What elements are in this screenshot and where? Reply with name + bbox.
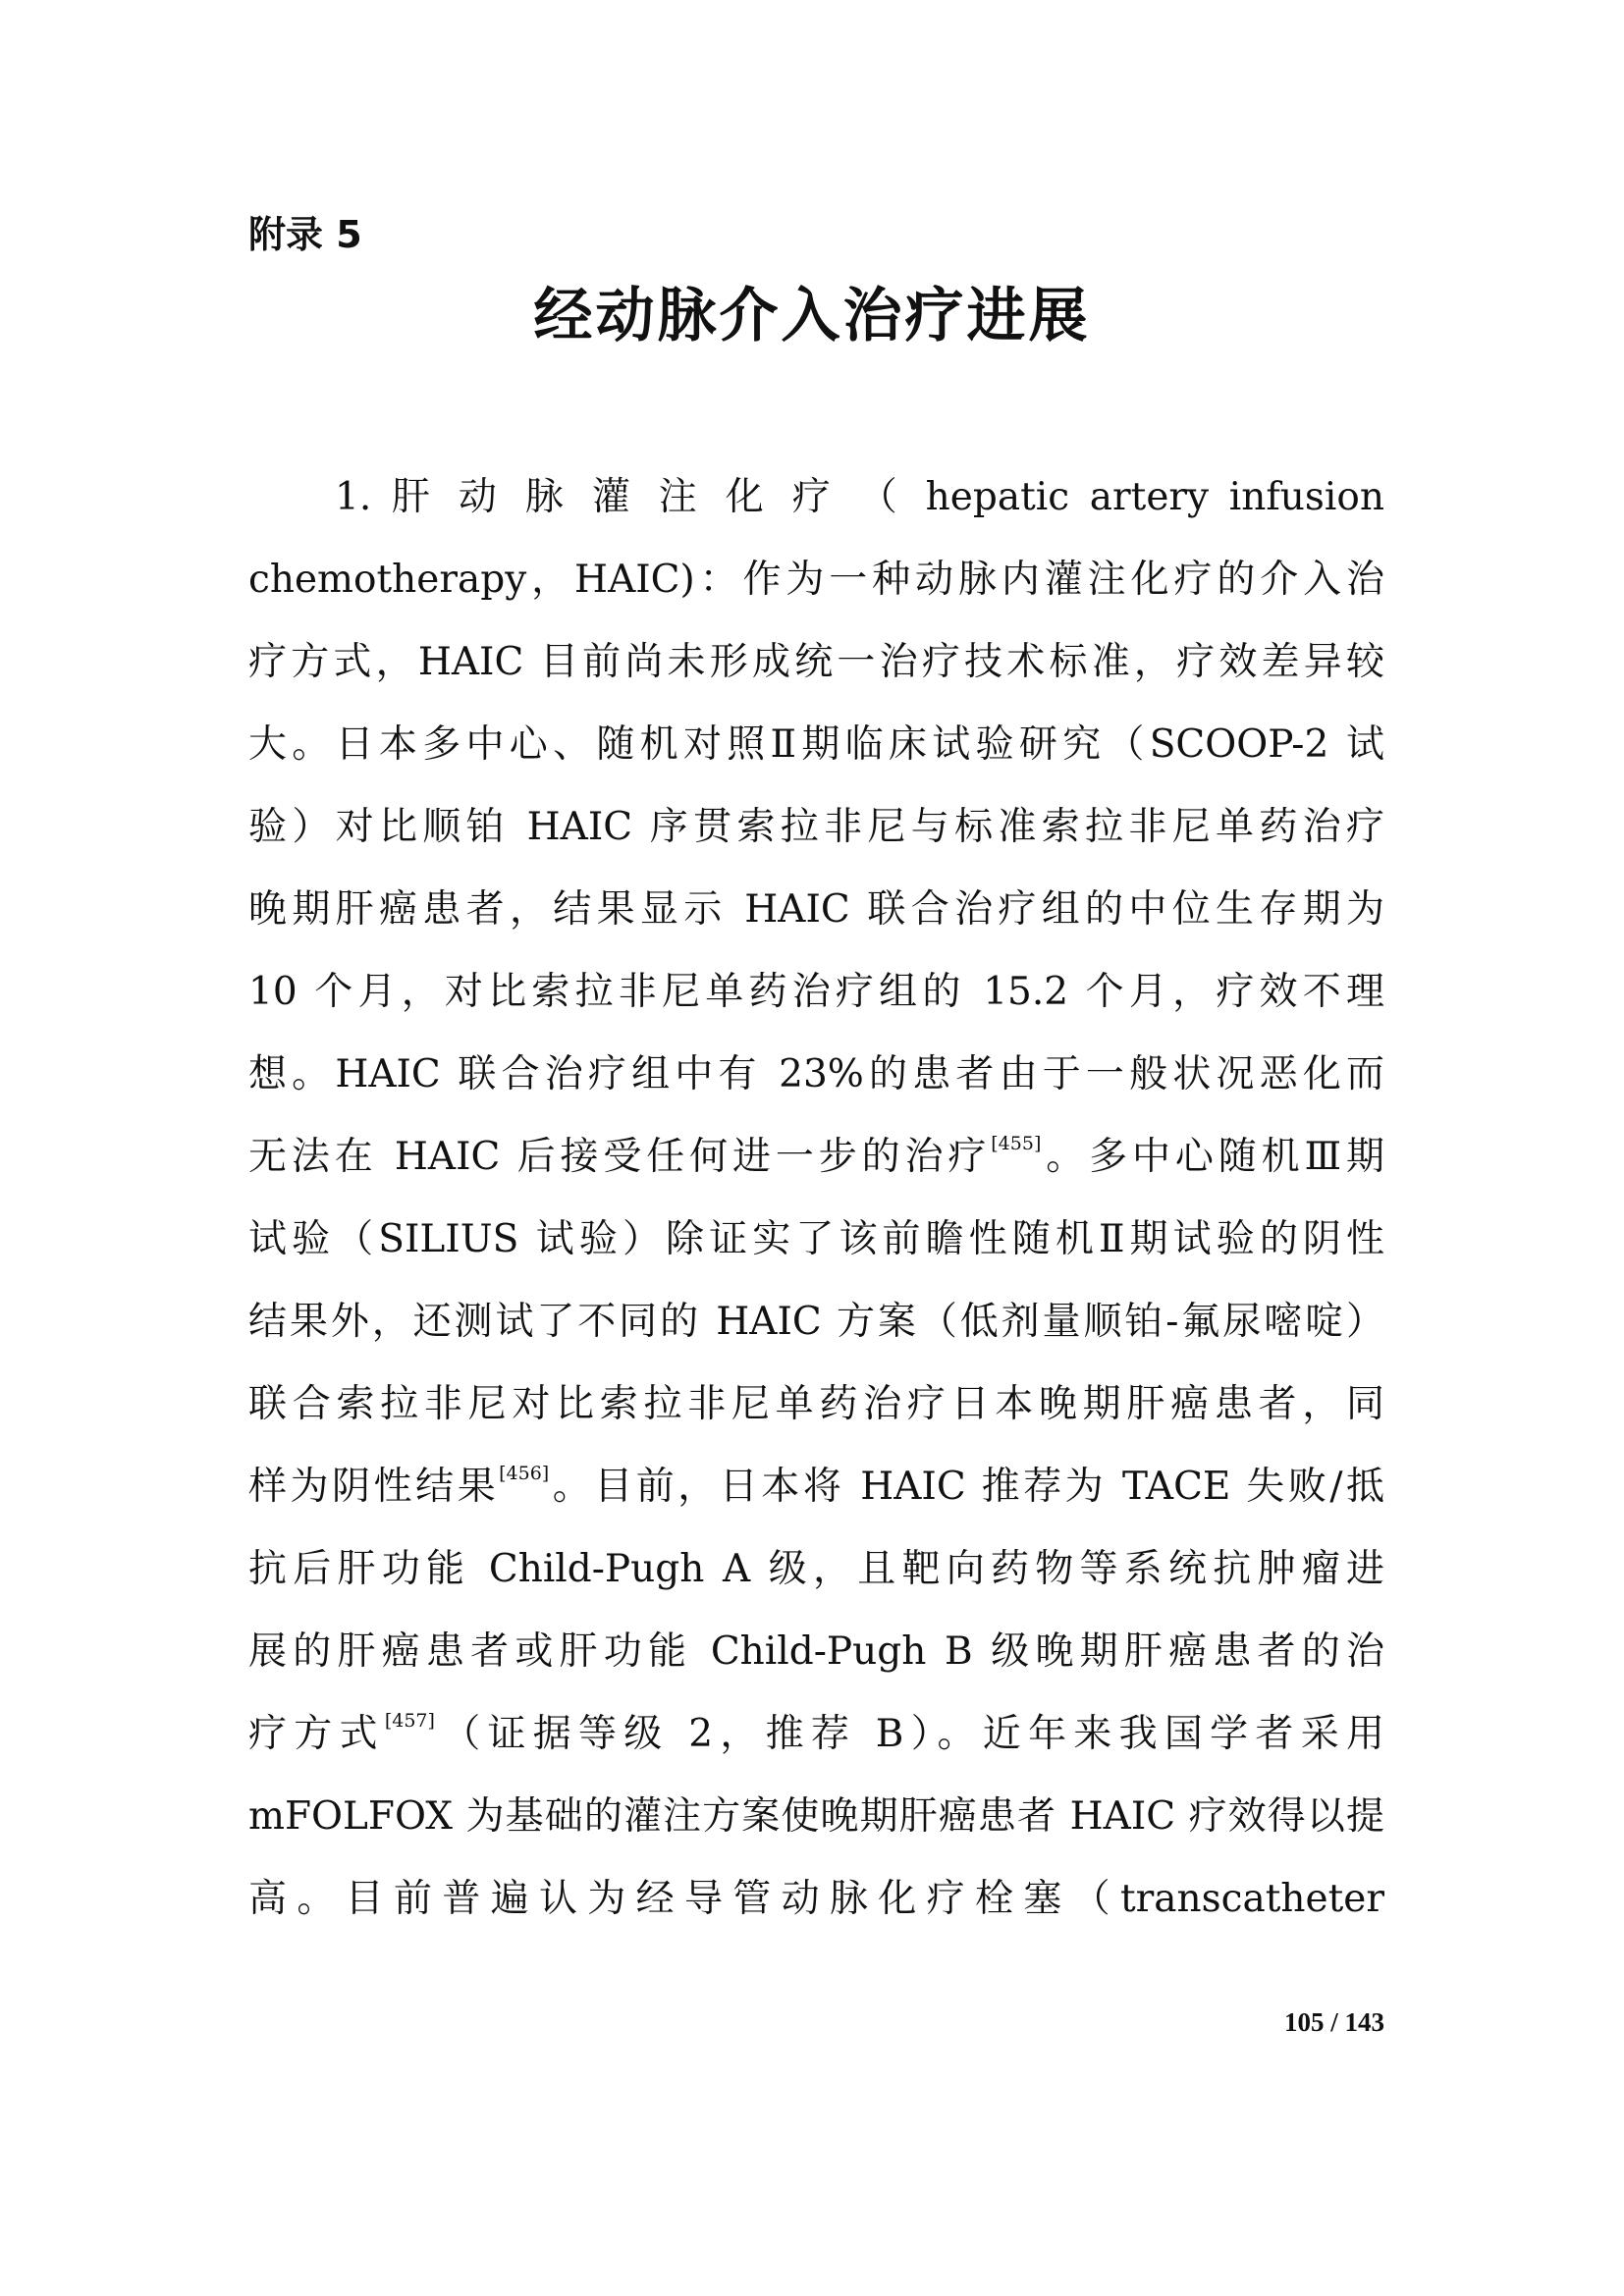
paragraph-line: 联合索拉非尼对比索拉非尼单药治疗日本晚期肝癌患者，同 bbox=[248, 1382, 1384, 1426]
paragraph-line: 10 个月，对比索拉非尼单药治疗组的 15.2 个月，疗效不理 bbox=[248, 970, 1384, 1014]
paragraph-line: 大。日本多中心、随机对照Ⅱ期临床试验研究（SCOOP-2 试 bbox=[248, 722, 1384, 767]
paragraph-line: 疗方式，HAIC 目前尚未形成统一治疗技术标准，疗效差异较 bbox=[248, 640, 1384, 684]
paragraph-line: 想。HAIC 联合治疗组中有 23%的患者由于一般状况恶化而 bbox=[248, 1052, 1384, 1096]
citation-ref: [455] bbox=[991, 1133, 1042, 1154]
paragraph-line: 无法在 HAIC 后接受任何进一步的治疗[455]。多中心随机Ⅲ期 bbox=[248, 1133, 1384, 1179]
paragraph-line: 样为阴性结果[456]。目前，日本将 HAIC 推荐为 TACE 失败/抵 bbox=[248, 1463, 1384, 1509]
paragraph-line: 1. 肝 动 脉 灌 注 化 疗 （ hepatic artery infusion bbox=[335, 475, 1384, 519]
paragraph-line: 试验（SILIUS 试验）除证实了该前瞻性随机Ⅱ期试验的阴性 bbox=[248, 1217, 1384, 1261]
page-number: 105 / 143 bbox=[1283, 2007, 1384, 2037]
paragraph-line: chemotherapy，HAIC)：作为一种动脉内灌注化疗的介入治 bbox=[248, 558, 1384, 602]
paragraph-line: 疗方式[457]（证据等级 2，推荐 B）。近年来我国学者采用 bbox=[248, 1710, 1384, 1756]
paragraph-line: 高。目前普遍认为经导管动脉化疗栓塞（transcatheter bbox=[248, 1877, 1384, 1921]
citation-ref: [456] bbox=[499, 1463, 550, 1484]
paragraph-line: 验）对比顺铂 HAIC 序贯索拉非尼与标准索拉非尼单药治疗 bbox=[248, 805, 1384, 849]
document-title: 经动脉介入治疗进展 bbox=[533, 282, 1091, 350]
paragraph-line: 展的肝癌患者或肝功能 Child-Pugh B 级晚期肝癌患者的治 bbox=[248, 1629, 1384, 1674]
paragraph-line: mFOLFOX 为基础的灌注方案使晚期肝癌患者 HAIC 疗效得以提 bbox=[248, 1794, 1384, 1839]
citation-ref: [457] bbox=[384, 1710, 435, 1732]
paragraph-line: 晚期肝癌患者，结果显示 HAIC 联合治疗组的中位生存期为 bbox=[248, 887, 1384, 932]
paragraph-line: 抗后肝功能 Child-Pugh A 级，且靶向药物等系统抗肿瘤进 bbox=[248, 1547, 1384, 1591]
body-paragraph bbox=[248, 468, 1384, 1952]
appendix-label: 附录 5 bbox=[248, 213, 362, 256]
paragraph-line: 结果外，还测试了不同的 HAIC 方案（低剂量顺铂-氟尿嘧啶） bbox=[248, 1300, 1384, 1344]
